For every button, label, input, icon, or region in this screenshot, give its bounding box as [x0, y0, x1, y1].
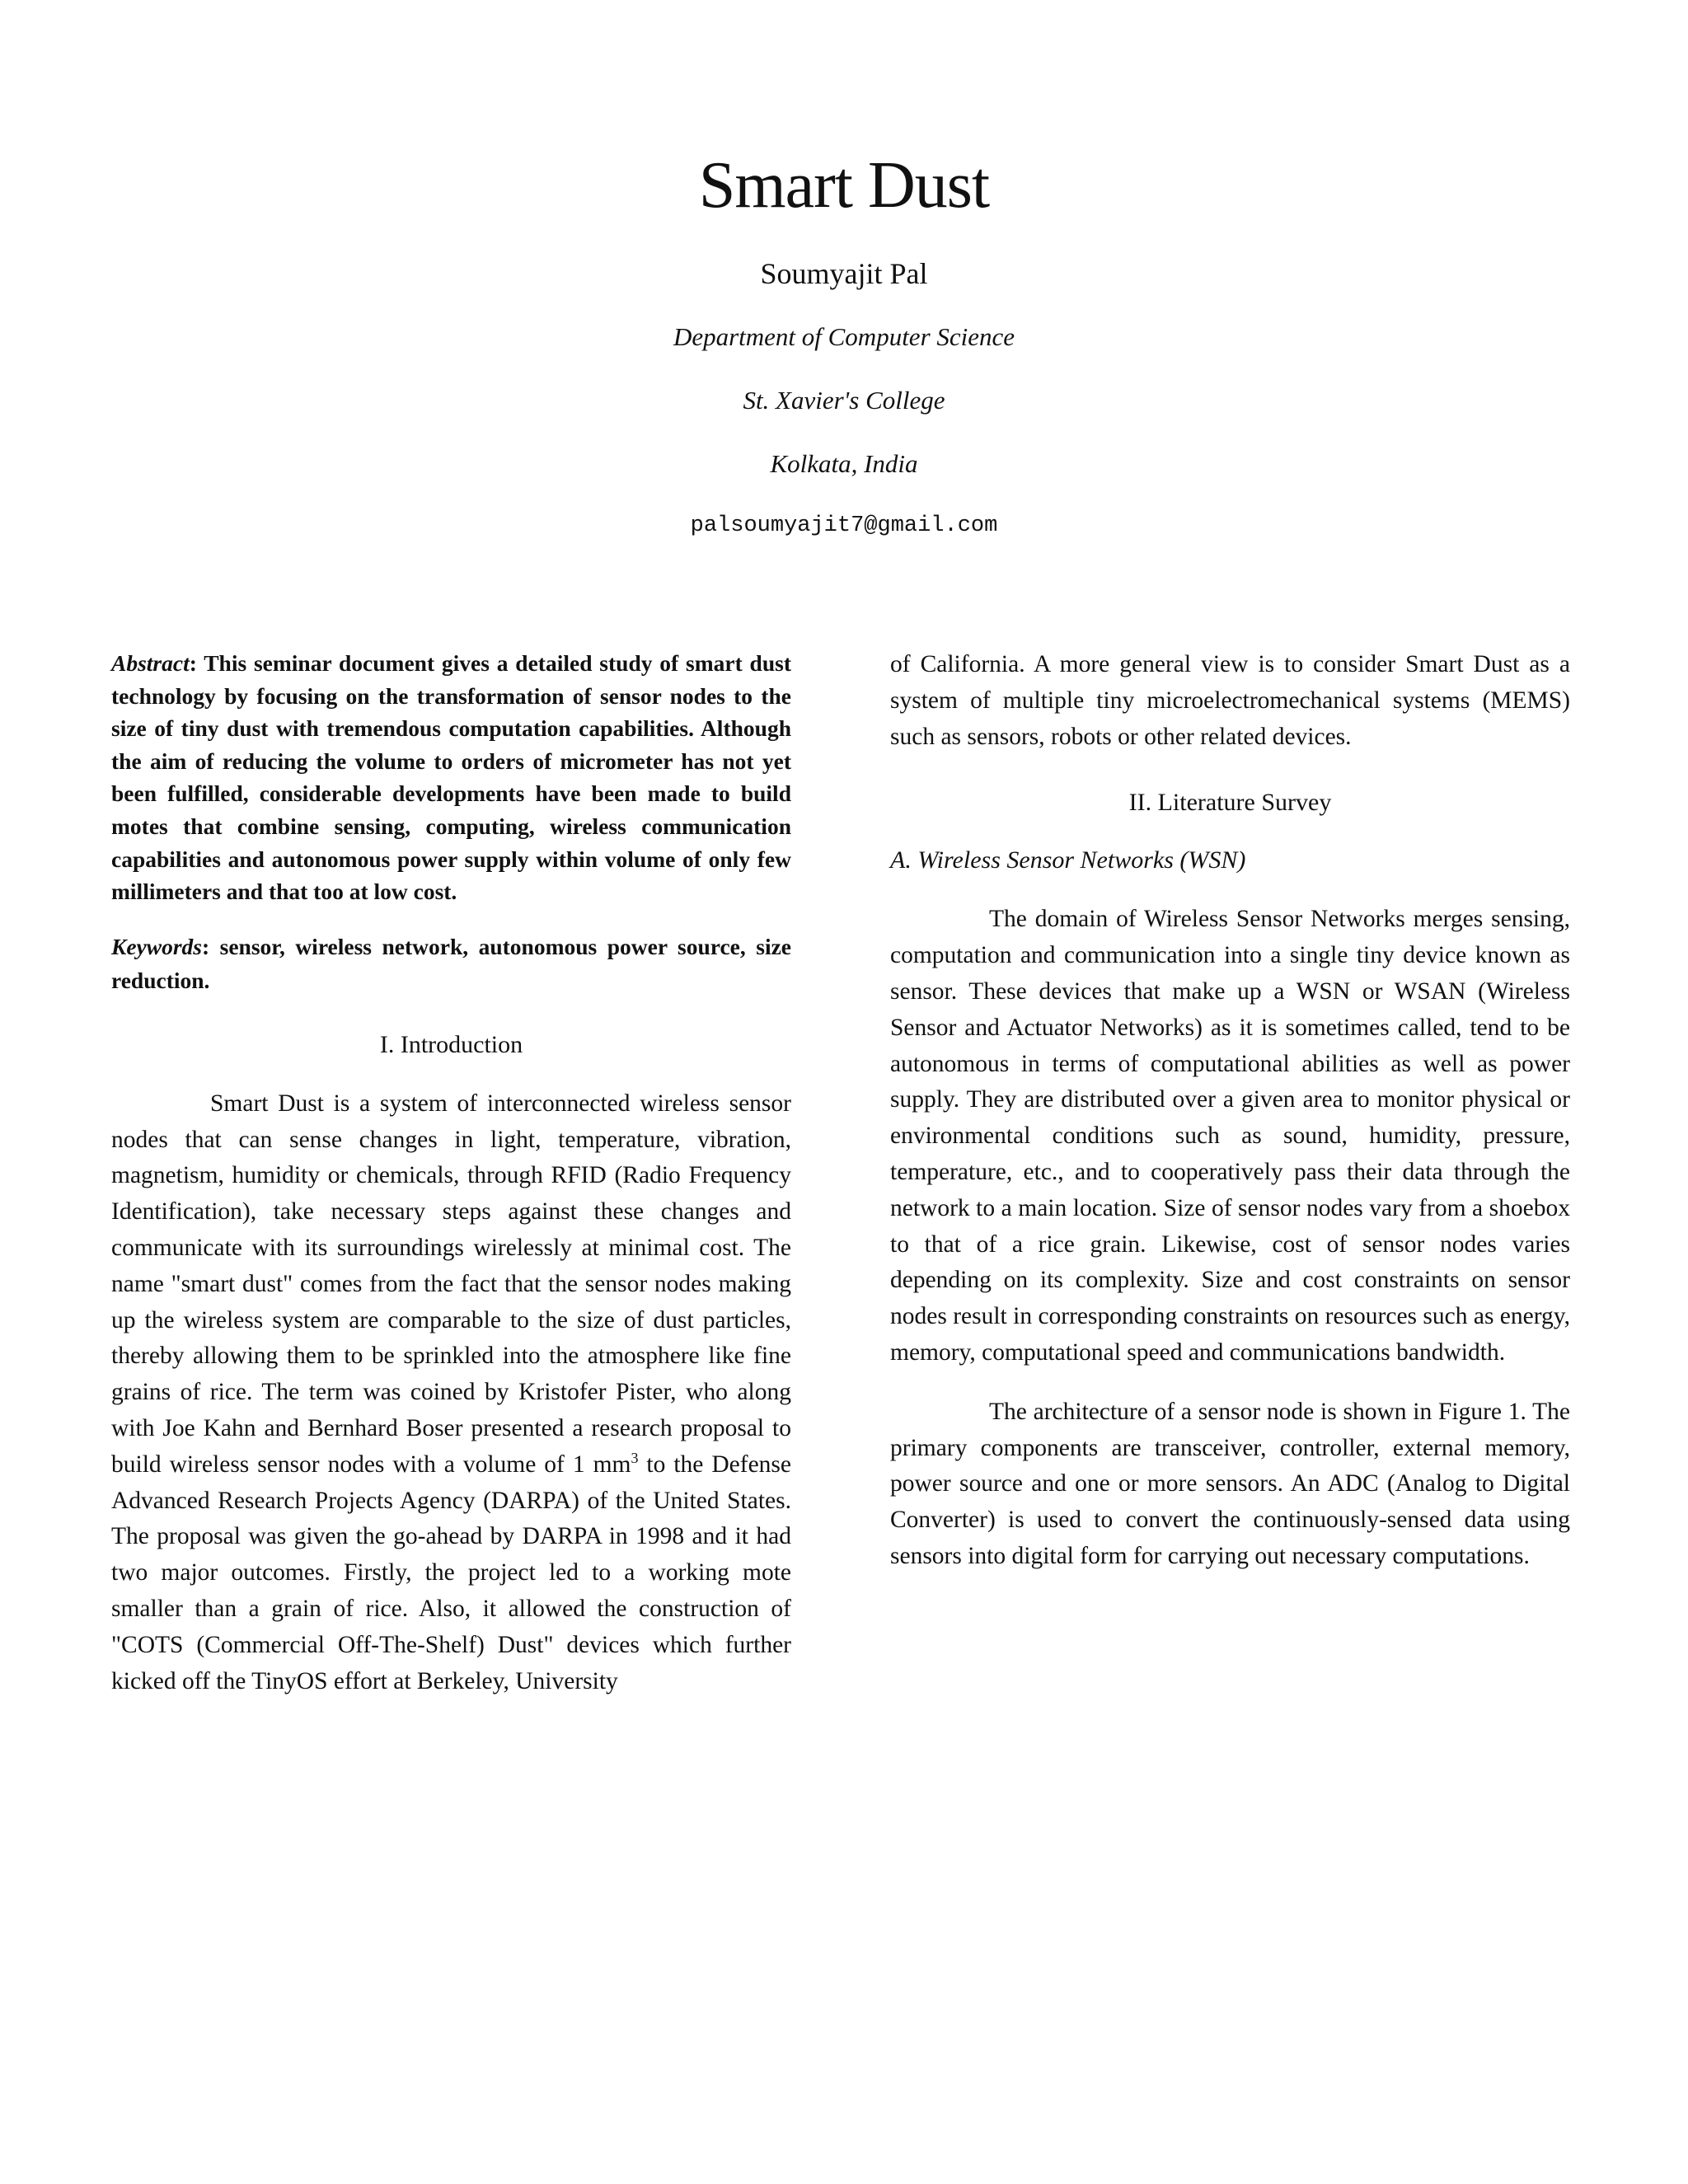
- introduction-paragraph: [111, 1086, 791, 1700]
- keywords-text: : sensor, wireless network, autonomous power source, size reduction.: [111, 933, 791, 993]
- abstract-label: Abstract: [111, 650, 190, 676]
- superscript-three: 3: [631, 1449, 639, 1466]
- section-heading-introduction: I. Introduction: [379, 1030, 523, 1058]
- keywords: [111, 930, 791, 997]
- author-name: Soumyajit Pal: [760, 257, 928, 290]
- paper-title: Smart Dust: [698, 149, 990, 222]
- right-column: [890, 647, 1570, 1575]
- author-college: St. Xavier's College: [743, 386, 945, 415]
- wsn-paragraph-2: The architecture of a sensor node is shown in Figure 1. The primary components are transceiver, controller, external memory, power source and one or more sensors. An ADC (Analog to Digital Converter) is used to convert the continuously-sensed data using sensors into digital form for carrying out necessary computations.: [890, 1398, 1570, 1569]
- introduction-text-part1: Smart Dust is a system of interconnected wireless sensor nodes that can sense changes in light, temperature, vibration, magnetism, humidity or chemicals, through RFID (Radio Frequency Identification), take necessary steps against these changes and communicate with its surroundings wirelessly at minimal cost. The name "smart dust" comes from the fact that the sensor nodes making up the wireless system are comparable to the size of dust particles, thereby allowing them to be sprinkled into the atmosphere like fine grains of rice. The term was coined by Kristofer Pister, who along with Joe Kahn and Bernhard Boser presented a research proposal to build wireless sensor nodes with a volume of 1 mm: [111, 1090, 791, 1478]
- introduction-text-part2: to the Defense Advanced Research Projects Agency (DARPA) of the United States. The proposal was given the go-ahead by DARPA in 1998 and it had two major outcomes. Firstly, the project led to a working mote smaller than a grain of rice. Also, it allowed the construction of "COTS (Commercial Off-The-Shelf) Dust" devices which further kicked off the TinyOS effort at Berkeley, University: [111, 1451, 791, 1694]
- author-department: Department of Computer Science: [673, 322, 1015, 351]
- subsection-heading-wsn: A. Wireless Sensor Networks (WSN): [890, 846, 1246, 874]
- paper-header: [0, 144, 1688, 544]
- abstract-text: : This seminar document gives a detailed study of smart dust technology by focusing on the transformation of sensor nodes to the size of tiny dust with tremendous computation capabilities. Although the aim of reducing the volume to orders of micrometer has not yet been fulfilled, considerable developments have been made to build motes that combine sensing, computing, wireless communication capabilities and autonomous power supply within volume of only few millimeters and that too at low cost.: [111, 650, 791, 905]
- author-email: palsoumyajit7@gmail.com: [690, 513, 998, 538]
- abstract: [111, 647, 791, 908]
- author-location: Kolkata, India: [770, 449, 918, 478]
- keywords-label: Keywords: [111, 933, 202, 959]
- wsn-paragraph-1: The domain of Wireless Sensor Networks merges sensing, computation and communication into a single tiny device known as sensor. These devices that make up a WSN or WSAN (Wireless Sensor and Actuator Networks) as it is sometimes called, tend to be autonomous in terms of computational abilities as well as power supply. They are distributed over a given area to monitor physical or environmental conditions such as sound, humidity, pressure, temperature, etc., and to cooperatively pass their data through the network to a main location. Size of sensor nodes vary from a shoebox to that of a rice grain. Likewise, cost of sensor nodes varies depending on its complexity. Size and cost constraints on sensor nodes result in corresponding constraints on resources such as energy, memory, computational speed and communications bandwidth.: [890, 906, 1570, 1366]
- section-heading-literature-survey: II. Literature Survey: [1128, 789, 1332, 817]
- left-column: [111, 647, 791, 1699]
- introduction-paragraph-continued: of California. A more general view is to consider Smart Dust as a system of multiple tiny microelectromechanical systems (MEMS) such as sensors, robots or other related devices.: [890, 651, 1570, 750]
